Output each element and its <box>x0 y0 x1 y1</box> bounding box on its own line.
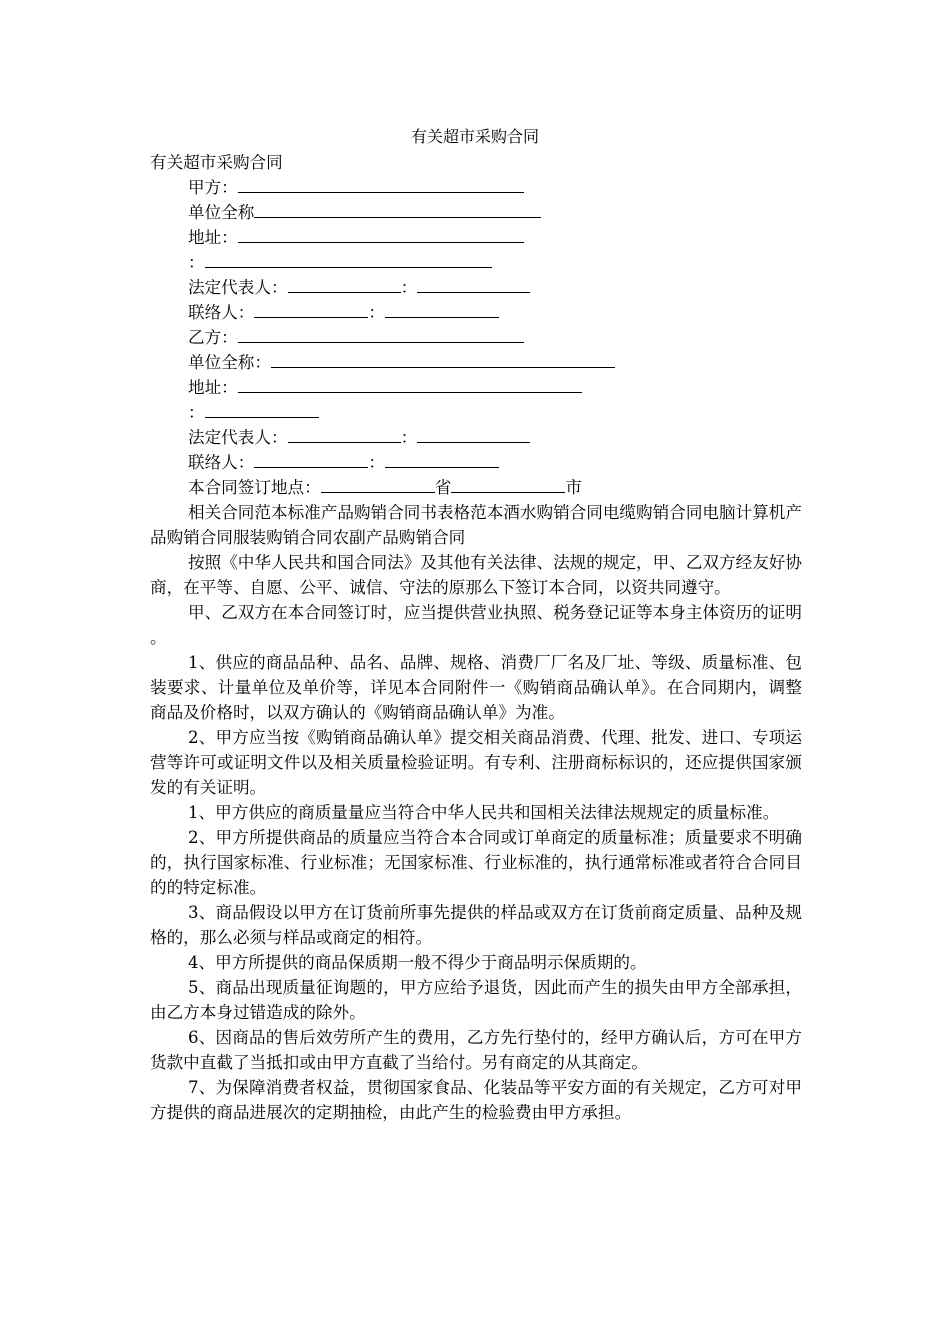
province-blank <box>321 475 435 493</box>
party-b-label: 乙方： <box>188 328 238 347</box>
city-label: 市 <box>565 478 582 497</box>
party-b-blank <box>238 325 524 343</box>
party-a-line <box>150 175 802 200</box>
legal-rep-b-label: 法定代表人： <box>188 428 288 447</box>
colon-b-blank <box>205 400 319 418</box>
colon-b-label: ： <box>188 403 205 422</box>
legal-rep-a-label: 法定代表人： <box>188 278 288 297</box>
party-a-label: 甲方： <box>188 178 238 197</box>
paragraph: 5、商品出现质量征询题的，甲方应给予退货，因此而产生的损失由甲方全部承担，由乙方本身过错造成的除外。 <box>150 978 802 1022</box>
unit-name-a-label: 单位全称 <box>188 203 255 222</box>
legal-rep-b-colon: ： <box>400 428 418 447</box>
unit-name-a-blank <box>254 200 541 218</box>
legal-rep-b-blank-1 <box>288 425 401 443</box>
contact-a-line <box>150 300 802 325</box>
province-label: 省 <box>434 478 452 497</box>
contact-b-blank-2 <box>385 450 499 468</box>
address-a-line <box>150 225 802 250</box>
unit-name-b-line <box>150 350 802 375</box>
paragraph: 4、甲方所提供的商品保质期一般不得少于商品明示保质期的。 <box>188 953 647 972</box>
address-a-label: 地址： <box>188 228 238 247</box>
paragraph: 按照《中华人民共和国合同法》及其他有关法律、法规的规定，甲、乙双方经友好协商，在平等、自愿、公平、诚信、守法的原那么下签订本合同，以资共同遵守。 <box>150 553 802 597</box>
paragraph: 甲、乙双方在本合同签订时，应当提供营业执照、税务登记证等本身主体资历的证明。 <box>150 603 802 647</box>
paragraph: 2、甲方应当按《购销商品确认单》提交相关商品消费、代理、批发、进口、专项运营等许可或证明文件以及相关质量检验证明。有专利、注册商标标识的，还应提供国家颁发的有关证明。 <box>150 728 802 797</box>
address-b-blank <box>238 375 582 393</box>
legal-rep-a-line <box>150 275 802 300</box>
party-b-line <box>150 325 802 350</box>
address-b-label: 地址： <box>188 378 238 397</box>
contact-b-line <box>150 450 802 475</box>
paragraph: 7、为保障消费者权益，贯彻国家食品、化装品等平安方面的有关规定，乙方可对甲方提供的商品进展次的定期抽检，由此产生的检验费由甲方承担。 <box>150 1078 802 1122</box>
paragraph: 相关合同范本标准产品购销合同书表格范本酒水购销合同电缆购销合同电脑计算机产品购销合同服装购销合同农副产品购销合同 <box>150 503 802 547</box>
city-blank <box>451 475 565 493</box>
colon-a-line <box>150 250 802 275</box>
paragraph: 1、供应的商品品种、品名、品牌、规格、消费厂厂名及厂址、等级、质量标准、包装要求、计量单位及单价等，详见本合同附件一《购销商品确认单》。在合同期内，调整商品及价格时，以双方确认的《购销商品确认单》为准。 <box>150 653 802 722</box>
legal-rep-a-blank-1 <box>288 275 401 293</box>
party-a-blank <box>238 175 524 193</box>
contact-a-colon: ： <box>368 303 385 322</box>
legal-rep-b-blank-2 <box>417 425 530 443</box>
paragraph: 2、甲方所提供商品的质量应当符合本合同或订单商定的质量标准；质量要求不明确的，执行国家标准、行业标准；无国家标准、行业标准的，执行通常标准或者符合合同目的的特定标准。 <box>150 828 802 897</box>
paragraph: 6、因商品的售后效劳所产生的费用，乙方先行垫付的，经甲方确认后，方可在甲方货款中直截了当抵扣或由甲方直截了当给付。另有商定的从其商定。 <box>150 1028 802 1072</box>
unit-name-b-blank <box>271 350 615 368</box>
colon-a-label: ： <box>188 253 205 272</box>
contact-b-blank-1 <box>254 450 368 468</box>
paragraph: 3、商品假设以甲方在订货前所事先提供的样品或双方在订货前商定质量、品种及规格的，那么必须与样品或商定的相符。 <box>150 903 802 947</box>
sign-place-line <box>150 475 802 500</box>
address-b-line <box>150 375 802 400</box>
unit-name-b-label: 单位全称： <box>188 353 271 372</box>
contact-a-label: 联络人： <box>188 303 255 322</box>
contact-a-blank-1 <box>254 300 368 318</box>
document-title: 有关超市采购合同 <box>410 127 539 146</box>
legal-rep-b-line <box>150 425 802 450</box>
address-a-blank <box>238 225 524 243</box>
document-body <box>150 150 802 1125</box>
sign-place-label: 本合同签订地点： <box>188 478 321 497</box>
colon-b-line <box>150 400 802 425</box>
unit-name-a-line <box>150 200 802 225</box>
document-subtitle: 有关超市采购合同 <box>150 153 283 172</box>
contact-b-colon: ： <box>368 453 385 472</box>
contact-b-label: 联络人： <box>188 453 255 472</box>
contact-a-blank-2 <box>385 300 499 318</box>
legal-rep-a-colon: ： <box>400 278 418 297</box>
colon-a-blank <box>205 250 492 268</box>
legal-rep-a-blank-2 <box>417 275 530 293</box>
paragraph: 1、甲方供应的商质量量应当符合中华人民共和国相关法律法规规定的质量标准。 <box>188 803 780 822</box>
